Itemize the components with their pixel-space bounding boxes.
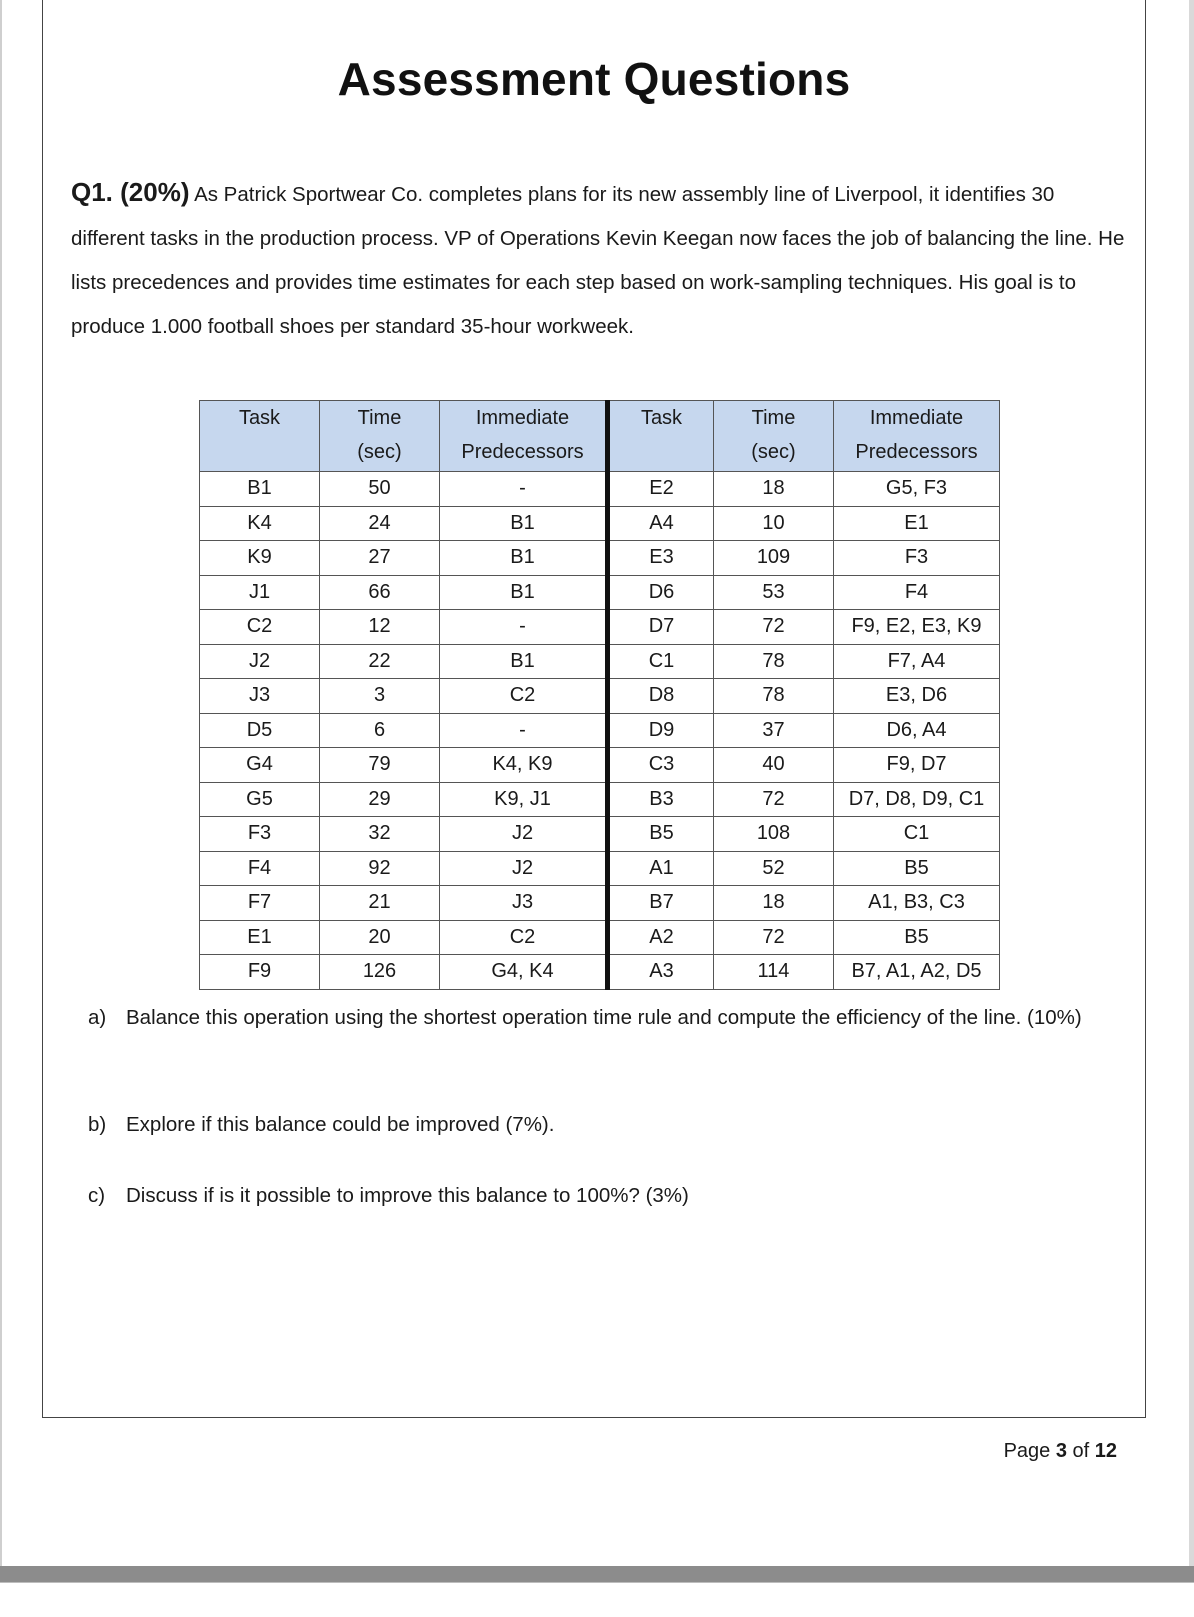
cell-task-2: B5 (608, 817, 714, 852)
cell-time: 27 (320, 541, 440, 576)
header-time-2: Time (sec) (714, 401, 834, 472)
cell-task-2: B7 (608, 886, 714, 921)
cell-predecessors: - (440, 472, 608, 507)
cell-time: 126 (320, 955, 440, 990)
cell-task-2: D8 (608, 679, 714, 714)
task-rows (200, 472, 1000, 990)
cell-time-2: 72 (714, 782, 834, 817)
subquestion-b-letter: b) (88, 1113, 107, 1136)
cell-time: 21 (320, 886, 440, 921)
cell-task: F4 (200, 851, 320, 886)
next-page-edge (0, 1582, 1194, 1617)
cell-predecessors-2: F3 (834, 541, 1000, 576)
cell-predecessors: B1 (440, 506, 608, 541)
cell-task: G5 (200, 782, 320, 817)
cell-task-2: E2 (608, 472, 714, 507)
cell-task-2: D6 (608, 575, 714, 610)
table-header-row (200, 401, 1000, 472)
cell-task: J1 (200, 575, 320, 610)
cell-predecessors-2: E1 (834, 506, 1000, 541)
table-row (200, 713, 1000, 748)
cell-predecessors-2: A1, B3, C3 (834, 886, 1000, 921)
cell-predecessors: B1 (440, 644, 608, 679)
cell-time-2: 109 (714, 541, 834, 576)
cell-time: 66 (320, 575, 440, 610)
header-task-2: Task (608, 401, 714, 472)
cell-predecessors: J2 (440, 851, 608, 886)
cell-predecessors: J3 (440, 886, 608, 921)
cell-task: F9 (200, 955, 320, 990)
table-row (200, 748, 1000, 783)
cell-time: 32 (320, 817, 440, 852)
page-bottom-shadow (0, 1566, 1194, 1582)
cell-time-2: 114 (714, 955, 834, 990)
page-right-edge (1189, 0, 1194, 1566)
cell-time-2: 72 (714, 610, 834, 645)
header-task: Task (200, 401, 320, 472)
page-number: Page 3 of 12 (1003, 1440, 1117, 1462)
cell-task-2: C3 (608, 748, 714, 783)
cell-time: 20 (320, 920, 440, 955)
header-predecessors-2: Immediate Predecessors (834, 401, 1000, 472)
cell-task-2: A4 (608, 506, 714, 541)
task-table (199, 400, 1000, 990)
cell-predecessors-2: F9, D7 (834, 748, 1000, 783)
cell-task: K4 (200, 506, 320, 541)
question-text: As Patrick Sportwear Co. completes plans for its new assembly line of Liverpool, it identifies 30 different tasks in the production process. VP of Operations Kevin Keegan now faces the job of balancing the line. He lists precedences and provides time estimates for each step based on work-sampling techniques. His goal is to produce 1.000 football shoes per standard 35-hour workweek. (71, 183, 1125, 338)
cell-predecessors: G4, K4 (440, 955, 608, 990)
cell-predecessors: K9, J1 (440, 782, 608, 817)
cell-predecessors: K4, K9 (440, 748, 608, 783)
cell-time-2: 108 (714, 817, 834, 852)
cell-task: F7 (200, 886, 320, 921)
cell-task: G4 (200, 748, 320, 783)
cell-time: 3 (320, 679, 440, 714)
cell-task-2: E3 (608, 541, 714, 576)
cell-predecessors-2: D7, D8, D9, C1 (834, 782, 1000, 817)
cell-time: 22 (320, 644, 440, 679)
cell-predecessors-2: F4 (834, 575, 1000, 610)
cell-task-2: D9 (608, 713, 714, 748)
table-row (200, 955, 1000, 990)
question-label: Q1. (20%) (71, 177, 190, 207)
cell-task: E1 (200, 920, 320, 955)
subquestion-c (88, 1174, 1086, 1218)
cell-time-2: 78 (714, 679, 834, 714)
cell-task: F3 (200, 817, 320, 852)
cell-task-2: A1 (608, 851, 714, 886)
cell-predecessors-2: E3, D6 (834, 679, 1000, 714)
cell-time-2: 18 (714, 886, 834, 921)
cell-task: J3 (200, 679, 320, 714)
cell-predecessors-2: D6, A4 (834, 713, 1000, 748)
table-row (200, 782, 1000, 817)
cell-time-2: 40 (714, 748, 834, 783)
cell-predecessors: C2 (440, 679, 608, 714)
cell-time-2: 53 (714, 575, 834, 610)
cell-task: B1 (200, 472, 320, 507)
header-predecessors: Immediate Predecessors (440, 401, 608, 472)
cell-task: C2 (200, 610, 320, 645)
subquestion-c-text: Discuss if is it possible to improve this balance to 100%? (3%) (126, 1184, 689, 1207)
subquestion-a-letter: a) (88, 1006, 107, 1029)
cell-predecessors: - (440, 713, 608, 748)
table-row (200, 817, 1000, 852)
table-row (200, 506, 1000, 541)
cell-task-2: A2 (608, 920, 714, 955)
cell-task: D5 (200, 713, 320, 748)
cell-predecessors-2: G5, F3 (834, 472, 1000, 507)
subquestion-b (88, 1103, 1086, 1147)
table-row (200, 851, 1000, 886)
table-row (200, 679, 1000, 714)
cell-predecessors: J2 (440, 817, 608, 852)
table-row (200, 644, 1000, 679)
cell-time: 92 (320, 851, 440, 886)
cell-predecessors-2: B5 (834, 920, 1000, 955)
cell-task-2: A3 (608, 955, 714, 990)
cell-task: J2 (200, 644, 320, 679)
cell-predecessors-2: B7, A1, A2, D5 (834, 955, 1000, 990)
table-row (200, 920, 1000, 955)
cell-predecessors-2: F7, A4 (834, 644, 1000, 679)
cell-predecessors: B1 (440, 541, 608, 576)
cell-time-2: 72 (714, 920, 834, 955)
table-row (200, 575, 1000, 610)
cell-time-2: 37 (714, 713, 834, 748)
cell-time: 79 (320, 748, 440, 783)
cell-time-2: 78 (714, 644, 834, 679)
table-row (200, 541, 1000, 576)
page-title: Assessment Questions (337, 53, 851, 105)
subquestion-c-letter: c) (88, 1184, 106, 1207)
cell-time: 50 (320, 472, 440, 507)
cell-time: 6 (320, 713, 440, 748)
cell-predecessors: - (440, 610, 608, 645)
cell-task: K9 (200, 541, 320, 576)
cell-time-2: 10 (714, 506, 834, 541)
cell-predecessors-2: C1 (834, 817, 1000, 852)
table-row (200, 472, 1000, 507)
subquestion-a-text: Balance this operation using the shortest operation time rule and compute the efficiency of the line. (10%) (126, 1006, 1082, 1029)
cell-task-2: B3 (608, 782, 714, 817)
cell-predecessors-2: B5 (834, 851, 1000, 886)
cell-time: 29 (320, 782, 440, 817)
cell-predecessors: B1 (440, 575, 608, 610)
page-left-edge (0, 0, 2, 1566)
cell-predecessors: C2 (440, 920, 608, 955)
cell-time: 24 (320, 506, 440, 541)
table-row (200, 886, 1000, 921)
cell-predecessors-2: F9, E2, E3, K9 (834, 610, 1000, 645)
question-paragraph (71, 170, 1131, 349)
cell-time-2: 18 (714, 472, 834, 507)
table-row (200, 610, 1000, 645)
header-time: Time (sec) (320, 401, 440, 472)
cell-time-2: 52 (714, 851, 834, 886)
cell-task-2: C1 (608, 644, 714, 679)
cell-time: 12 (320, 610, 440, 645)
cell-task-2: D7 (608, 610, 714, 645)
subquestion-b-text: Explore if this balance could be improved (7%). (126, 1113, 555, 1136)
subquestion-a (88, 996, 1086, 1040)
